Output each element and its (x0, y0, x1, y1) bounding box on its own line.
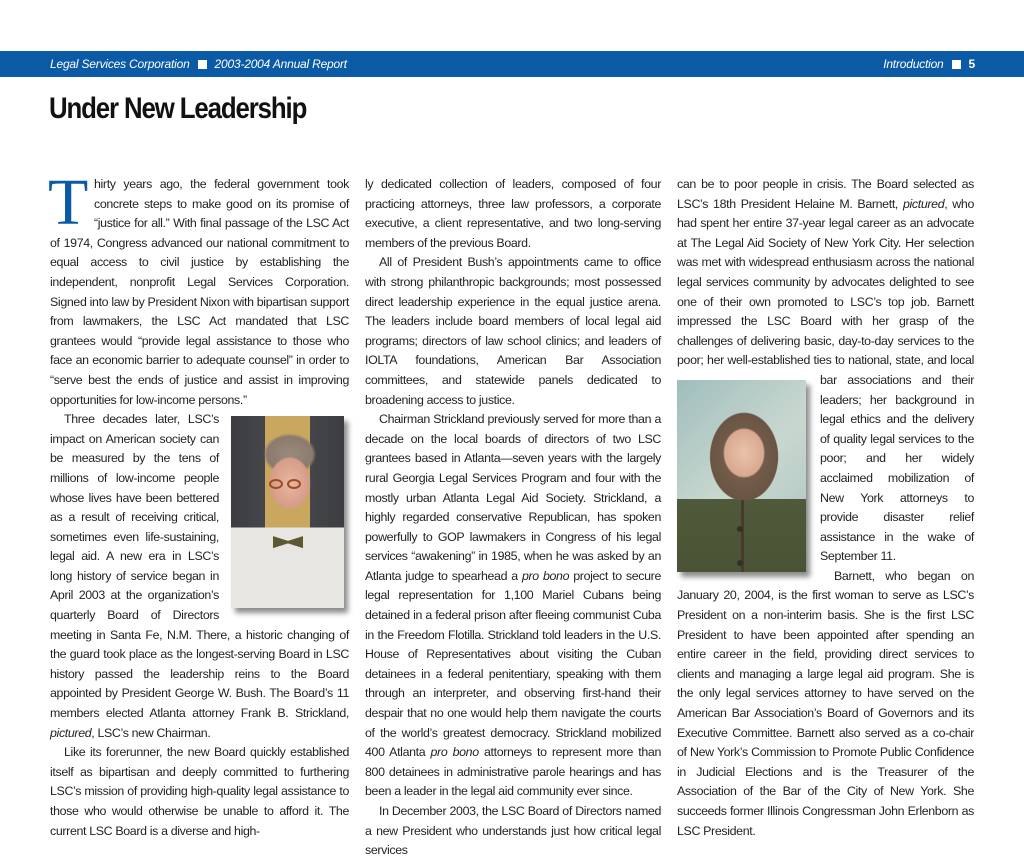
coat-button-detail (737, 526, 743, 532)
glasses-detail (269, 476, 305, 486)
president-photo (677, 380, 806, 572)
header-left (50, 51, 347, 77)
header-right (883, 51, 975, 77)
article-column-2 (365, 175, 661, 861)
section-name: Introduction (883, 57, 944, 71)
paragraph: can be to poor people in crisis. The Board selected as LSC’s 18th President Helaine M. Barnett, pictured, who had spent her entire 37-year legal career as an advocate at The Legal Aid Society of New York City. Her selection was met with widespread enthusiasm across the national legal services community by advocates delighted to see one of their own promoted to LSC’s top job. Barnett impressed the LSC Board with her grasp of the challenges of delivering basic, day-to-day services to the poor; her well-established ties to national, state, and local bar associations and their leaders; her background in legal ethics and the delivery of quality legal services to the poor; and her widely acclaimed mobilization of New York attorneys to provide disaster relief assistance in the wake of September 11. (677, 177, 974, 564)
paragraph: Chairman Strickland previously served for more than a decade on the local boards of directors of two LSC grantees based in Atlanta—seven years with the largely rural Georgia Legal Services Program and four with the mostly urban Atlanta Legal Aid Society. Strickland, a highly regarded conservative Republican, has spoken powerfully to GOP lawmakers in Congress of his legal services “awakening” in 1985, when he was asked by an Atlanta judge to spearhead a pro bono project to secure legal representation for 1,100 Mariel Cubans being detained in a federal prison after fleeing communist Cuba in the Freedom Flotilla. Strickland told leaders in the U.S. House of Representatives about visiting the Cuban detainees in a federal penitentiary, speaking with them through an interpreter, and observing first-hand their despair that no one would help them navigate the courts of the world’s greatest democracy. Strickland mobilized 400 Atlanta pro bono attorneys to represent more than 800 detainees in administrative parole hearings and has been a leader in the legal aid community ever since. (365, 412, 662, 799)
page-number: 5 (968, 57, 975, 71)
square-bullet-icon (952, 60, 961, 69)
coat-button-detail (737, 560, 743, 566)
paragraph: Barnett, who began on January 20, 2004, is the first woman to serve as LSC’s President on a non-interim basis. She is the first LSC President to have been appointed after spending an entire career in the field, providing direct services to clients and managing a large legal aid program. She is the only legal services attorney to have served on the American Bar Association’s Board of Governors and its Executive Committee. Barnett also served as a co-chair of New York’s Commission to Promote Public Confidence in Judicial Elections and is the Treasurer of the Association of the Bar of the City of New York. She succeeds former Illinois Congressman John Erlenborn as LSC President. (677, 568, 974, 838)
square-bullet-icon (198, 60, 207, 69)
paragraph: ly dedicated collection of leaders, composed of four practicing attorneys, three law professors, a corporate executive, a client representative, and two long-serving members of the previous Board. (365, 177, 661, 250)
page-title: Under New Leadership (49, 92, 307, 125)
paragraph: Like its forerunner, the new Board quickly established itself as bipartisan and deeply committed to furthering LSC’s mission of providing high-quality legal assistance to those who would otherwise be unable to afford it. The current LSC Board is a diverse and high- (50, 745, 349, 838)
paragraph: Three decades later, LSC’s impact on American society can be measured by the tens of millions of low-income people whose lives have been bettered as a result of receiving critical, sometimes even life-sustaining, legal aid. A new era in LSC’s long history of service began in April 2003 at the organization’s quarterly Board of Directors meeting in Santa Fe, N.M. There, a historic changing of the guard took place as the longest-serving Board in LSC history passed the leadership reins to the Board appointed by President George W. Bush. The Board’s 11 members elected Atlanta attorney Frank B. Strickland, pictured, LSC’s new Chairman. (50, 412, 349, 740)
bowtie-detail (273, 536, 303, 548)
paragraph: In December 2003, the LSC Board of Directors named a new President who understands just how critical legal services (365, 804, 661, 858)
paragraph: Thirty years ago, the federal government took concrete steps to make good on its promise of “justice for all.” With final passage of the LSC Act of 1974, Congress advanced our national commitment to equal access to civil justice by establishing the independent, nonprofit Legal Services Corporation. Signed into law by President Nixon with bipartisan support from lawmakers, the LSC Act mandated that LSC grantees would “provide legal assistance to those who face an economic barrier to adequate counsel” in order to “serve best the ends of justice and assist in improving opportunities for low-income persons.” (48, 166, 349, 407)
running-header (0, 51, 1024, 77)
article-column-1 (48, 166, 349, 841)
organization-name: Legal Services Corporation (50, 57, 190, 71)
drop-cap: T (48, 166, 88, 239)
chairman-photo (231, 416, 344, 608)
paragraph: All of President Bush’s appointments came to office with strong philanthropic backgrounds; most possessed direct leadership experience in the equal justice arena. The leaders include board members of local legal aid programs; directors of law school clinics; and leaders of IOLTA foundations, American Bar Association committees, and statewide panels dedicated to broadening access to justice. (365, 255, 661, 407)
report-name: 2003-2004 Annual Report (214, 57, 347, 71)
